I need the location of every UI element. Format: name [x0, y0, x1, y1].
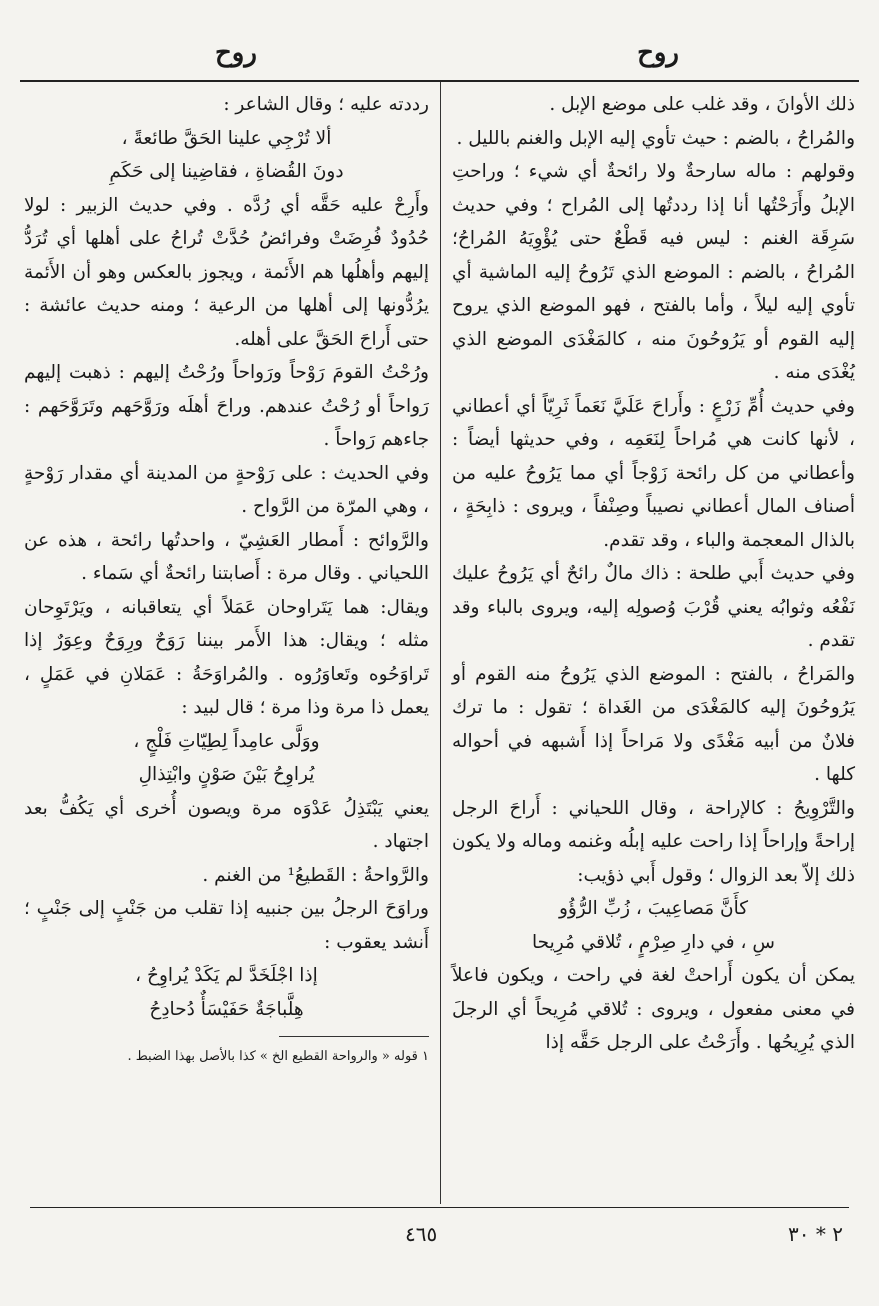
- entry-paragraph: وفي حديث أَبي طلحة : ذاك مالٌ رائحٌ أي يَرُوحُ عليك نَفْعُه وثوابُه يعني قُرْبَ وُصولِه إليه، ويروى بالباء وقد تقدم .: [452, 563, 855, 651]
- entry-paragraph: والتَّرْوِيحُ : كالإراحة ، وقال اللحياني : أَراحَ الرجل إراحةً وإراحاً إذا راحت عليه إبلُه وغنمه وماله ولا يكون ذلك إلاّ بعد الزوال ؛ وقول أَبي ذؤيب:: [452, 797, 855, 886]
- entry-paragraph: ورُحْتُ القومَ رَوْحاً ورَواحاً ورُحْتُ إليهم : ذهبت إليهم رَواحاً أو رُحْتُ عندهم. وراحَ أهلَه ورَوَّحَهم وتَرَوَّحَهم : جاءهم رَواحاً .: [24, 362, 429, 450]
- right-column: [452, 88, 855, 1060]
- entry-paragraph: وراوَحَ الرجلُ بين جنبيه إذا تقلب من جَنْبٍ إلى جَنْبٍ ؛ أَنشد يعقوب :: [24, 898, 429, 953]
- signature-mark: ٢ * ٣٠: [788, 1222, 843, 1246]
- entry-paragraph: والرَّواحةُ : القَطيعُ¹ من الغنم .: [202, 864, 429, 886]
- entry-paragraph: وأَرِحْ عليه حَقَّه أي رُدَّه . وفي حديث الزبير : لولا حُدُودٌ فُرِضَتْ وفرائضُ حُدَّتْ تُراحُ على أهلها أي تُرَدُّ إليهم وأهلُها هم الأَئمة ، ويجوز بالعكس وهو أن الأَئمة يرُدُّونها إلى أهلها من الرعية ؛ ومنه حديث عائشة : حتى أَراحَ الحَقَّ على أهله.: [24, 194, 429, 350]
- footer-rule: [30, 1207, 849, 1208]
- footnote-separator: [279, 1036, 429, 1037]
- verse-line: ووَلَّى عامِداً لِطِيّاتِ فَلْجٍ ،: [133, 730, 320, 752]
- entry-paragraph: والمَراحُ ، بالفتح : الموضع الذي يَرُوحُ منه القوم أو يَرُوحُونَ إليه كالمَغْدَى من الغَداة ؛ تقول : ما ترك فلانٌ من أبيه مَغْدًى ولا مَراحاً إذا أَشبهه في أحواله كلها .: [452, 663, 855, 785]
- entry-paragraph: يعني يَبْتَذِلُ عَدْوَه مرة ويصون أُخرى أي يَكُفُّ بعد اجتهاد .: [24, 797, 429, 852]
- verse-line: كأَنَّ مَصاعِيبَ ، زُبِّ الرُّؤُو: [558, 898, 749, 919]
- verse-line: يُراوِحُ بَيْنَ صَوْنٍ وابْتِذالِ: [138, 764, 315, 785]
- footnote: ١ قوله « والرواحة القطيع الخ » كذا بالأصل بهذا الضبط .: [127, 1049, 429, 1064]
- left-header-word: روح: [215, 38, 257, 68]
- entry-paragraph: رددته عليه ؛ وقال الشاعر :: [223, 94, 429, 115]
- entry-paragraph: يمكن أن يكون أَراحتْ لغة في راحت ، ويكون فاعلاً في معنى مفعول ، ويروى : تُلاقي مُرِيحاً أي الرجلَ الذي يُرِيحُها . وأَرَحْتُ على الرجل حَقَّه إذا: [452, 965, 855, 1053]
- entry-paragraph: وقولهم : ماله سارحةٌ ولا رائحةٌ أي شيء ؛ وراحتِ الإبلُ وأَرَحْتُها أنا إذا رددتُها إلى المُراح ؛ وفي حديث سَرِقَة الغنم : ليس فيه قَطْعٌ حتى يُؤْوِيَهُ المُراحُ؛ المُراحُ ، بالضم : الموضع الذي تَرُوحُ إليه الماشية أي تأوي إليه ليلاً ، وأما بالفتح ، فهو الموضع الذي يروح إليه القوم أو يَرُوحُونَ منه ، كالمَغْدَى الموضع الذي يُغْدَى منه .: [452, 161, 855, 383]
- right-header-word: روح: [637, 38, 679, 68]
- entry-paragraph: وفي الحديث : على رَوْحةٍ من المدينة أي مقدار رَوْحةٍ ، وهي المرّة من الرَّواح .: [24, 462, 429, 517]
- verse-line: دونَ القُضاةِ ، فقاضِينا إلى حَكَمِ: [109, 161, 344, 182]
- verse-line: هِلَّباجَةٌ حَفَيْسَأٌ دُحادِحُ: [149, 998, 304, 1020]
- entry-paragraph: وفي حديث أُمِّ زَرْعٍ : وأَراحَ عَلَيَّ نَعَماً ثَرِيّاً أي أعطاني ، لأنها كانت هي مُراحاً لِنَعَمِه ، وفي حديثها أيضاً : وأعطاني من كل رائحة زَوْجاً أي مما يَرُوحُ عليه من أصناف المال أعطاني نصيباً وصِنْفاً ، ويروى : ذابِحَةٍ ، بالذال المعجمة والباء ، وقد تقدم.: [452, 395, 855, 551]
- verse-line: إذا اجْلَخَدَّ لم يَكَدْ يُراوِحُ ،: [135, 965, 318, 986]
- entry-paragraph: والرَّوائح : أَمطار العَشِيّ ، واحدتُها رائحة ، هذه عن اللحياني . وقال مرة : أَصابتنا رائحةٌ أي سَماء .: [24, 529, 429, 584]
- entry-paragraph: ذلك الأوانَ ، وقد غلب على موضع الإبل .: [549, 94, 855, 115]
- entry-paragraph: ويقال: هما يَتَراوحان عَمَلاً أي يتعاقبانه ، ويَرْتَوِحان مثله ؛ ويقال: هذا الأَمر بيننا رَوَحٌ ورِوَحٌ وعِوَرٌ إذا تَراوَحُوه وتَعاوَرُوه . والمُراوَحَةُ : عَمَلانِ في عَمَلٍ ، يعمل ذا مرة وذا مرة ؛ قال لبيد :: [24, 596, 429, 718]
- column-divider: [440, 82, 441, 1204]
- verse-line: ألا تُرْجِي علينا الحَقَّ طائعةً ،: [121, 127, 332, 149]
- verse-line: سِ ، في دارِ صِرْمٍ ، تُلاقي مُرِيحا: [532, 931, 775, 953]
- entry-paragraph: والمُراحُ ، بالضم : حيث تأوي إليه الإبل والغنم بالليل .: [456, 127, 855, 149]
- left-column: [24, 88, 429, 1067]
- page-number: ٤٦٥: [405, 1222, 438, 1246]
